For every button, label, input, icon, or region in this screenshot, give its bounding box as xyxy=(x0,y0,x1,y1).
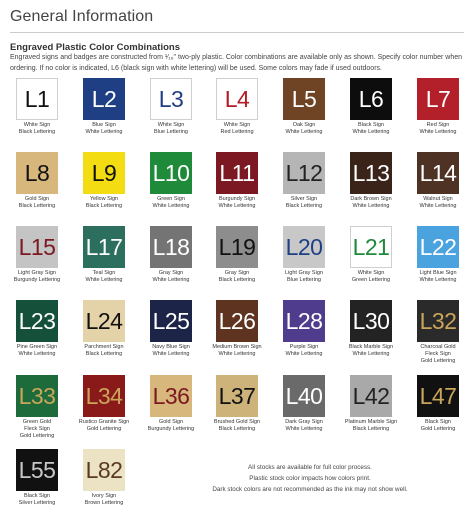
swatch-sample: L40 xyxy=(283,375,325,417)
caption-line: Black Lettering xyxy=(18,129,56,135)
color-swatch-l9 xyxy=(70,152,138,210)
color-swatch-l13 xyxy=(337,152,405,210)
caption-line: Fleck Sign xyxy=(425,351,451,357)
caption-line: Rustico Granite Sign xyxy=(78,419,130,425)
caption-line: White Sign xyxy=(223,122,251,128)
swatch-caption xyxy=(404,270,472,284)
caption-line: White Lettering xyxy=(285,426,323,432)
swatch-caption xyxy=(203,344,271,358)
color-swatch-l23 xyxy=(3,300,71,358)
swatch-caption xyxy=(270,122,338,136)
swatch-sample: L25 xyxy=(150,300,192,342)
color-swatch-l36 xyxy=(137,375,205,433)
color-swatch-l32 xyxy=(404,300,472,365)
caption-line: Red Lettering xyxy=(220,129,254,135)
swatch-sample: L37 xyxy=(216,375,258,417)
caption-line: Black Sign xyxy=(24,493,50,499)
swatch-caption xyxy=(404,122,472,136)
caption-line: Green Gold xyxy=(22,419,52,425)
caption-line: Black Lettering xyxy=(218,277,256,283)
caption-line: Charcoal Gold xyxy=(420,344,456,350)
swatch-caption xyxy=(70,344,138,358)
caption-line: White Lettering xyxy=(419,277,457,283)
caption-line: White Sign xyxy=(357,270,385,276)
swatch-sample: L13 xyxy=(350,152,392,194)
color-swatch-l42 xyxy=(337,375,405,433)
color-swatch-l2 xyxy=(70,78,138,136)
swatch-caption xyxy=(404,196,472,210)
caption-line: Navy Blue Sign xyxy=(152,344,190,350)
color-swatch-l55 xyxy=(3,449,71,507)
color-swatch-l8 xyxy=(3,152,71,210)
caption-line: Black Lettering xyxy=(18,203,56,209)
caption-line: White Lettering xyxy=(152,203,190,209)
swatch-sample: L1 xyxy=(16,78,58,120)
caption-line: Ivory Sign xyxy=(91,493,117,499)
caption-line: Burgundy Lettering xyxy=(13,277,61,283)
caption-line: Blue Lettering xyxy=(154,129,188,135)
swatch-sample: L36 xyxy=(150,375,192,417)
swatch-caption xyxy=(137,419,205,433)
caption-line: Silver Lettering xyxy=(18,500,56,506)
caption-line: Burgundy Lettering xyxy=(147,426,195,432)
caption-line: Walnut Sign xyxy=(423,196,453,202)
swatch-sample: L10 xyxy=(150,152,192,194)
swatch-caption xyxy=(337,419,405,433)
swatch-sample: L4 xyxy=(216,78,258,120)
caption-line: Gold Lettering xyxy=(420,426,456,432)
swatch-caption xyxy=(3,270,71,284)
swatch-caption xyxy=(337,344,405,358)
caption-line: White Lettering xyxy=(419,203,457,209)
caption-line: White Lettering xyxy=(18,351,56,357)
section-title: Engraved Plastic Color Combinations xyxy=(10,42,180,53)
swatch-caption xyxy=(203,196,271,210)
swatch-caption xyxy=(203,419,271,433)
caption-line: Black Marble Sign xyxy=(348,344,394,350)
swatch-sample: L2 xyxy=(83,78,125,120)
caption-line: Gold Lettering xyxy=(420,358,456,364)
color-swatch-l22 xyxy=(404,226,472,284)
caption-line: Gold Sign xyxy=(24,196,50,202)
page-title: General Information xyxy=(10,8,154,25)
color-swatch-l37 xyxy=(203,375,271,433)
caption-line: Dark Gray Sign xyxy=(285,419,323,425)
caption-line: White Lettering xyxy=(85,277,123,283)
caption-line: White Lettering xyxy=(419,129,457,135)
caption-line: White Sign xyxy=(157,122,185,128)
swatch-sample: L82 xyxy=(83,449,125,491)
swatch-caption xyxy=(3,419,71,440)
swatch-caption xyxy=(70,493,138,507)
swatch-sample: L15 xyxy=(16,226,58,268)
caption-line: White Lettering xyxy=(352,129,390,135)
color-swatch-l30 xyxy=(337,300,405,358)
note-line: All stocks are available for full color process. xyxy=(248,464,372,471)
caption-line: Red Sign xyxy=(426,122,450,128)
swatch-sample: L17 xyxy=(83,226,125,268)
caption-line: White Sign xyxy=(23,122,51,128)
notes xyxy=(175,462,445,495)
color-swatch-l1 xyxy=(3,78,71,136)
caption-line: Black Sign xyxy=(425,419,451,425)
swatch-caption xyxy=(137,270,205,284)
swatch-caption xyxy=(270,344,338,358)
swatch-sample: L8 xyxy=(16,152,58,194)
swatch-sample: L33 xyxy=(16,375,58,417)
swatch-caption xyxy=(203,270,271,284)
swatch-sample: L11 xyxy=(216,152,258,194)
swatch-caption xyxy=(3,122,71,136)
caption-line: Yellow Sign xyxy=(89,196,119,202)
swatch-caption xyxy=(337,122,405,136)
color-swatch-l7 xyxy=(404,78,472,136)
caption-line: Platinum Marble Sign xyxy=(344,419,398,425)
caption-line: Gold Sign xyxy=(158,419,184,425)
color-swatch-l14 xyxy=(404,152,472,210)
swatch-sample: L14 xyxy=(417,152,459,194)
swatch-sample: L19 xyxy=(216,226,258,268)
caption-line: Dark Brown Sign xyxy=(350,196,392,202)
swatch-sample: L18 xyxy=(150,226,192,268)
caption-line: White Lettering xyxy=(152,351,190,357)
swatch-caption xyxy=(3,196,71,210)
swatch-sample: L12 xyxy=(283,152,325,194)
swatch-caption xyxy=(270,270,338,284)
title-divider xyxy=(10,32,464,33)
caption-line: Black Lettering xyxy=(352,426,390,432)
swatch-caption xyxy=(3,344,71,358)
caption-line: White Lettering xyxy=(85,129,123,135)
swatch-sample: L47 xyxy=(417,375,459,417)
swatch-caption xyxy=(337,270,405,284)
caption-line: Medium Brown Sign xyxy=(212,344,262,350)
color-swatch-l4 xyxy=(203,78,271,136)
swatch-sample: L30 xyxy=(350,300,392,342)
caption-line: Black Lettering xyxy=(85,203,123,209)
color-swatch-l11 xyxy=(203,152,271,210)
caption-line: Pine Green Sign xyxy=(16,344,58,350)
caption-line: Blue Lettering xyxy=(287,277,321,283)
caption-line: White Lettering xyxy=(152,277,190,283)
swatch-caption xyxy=(270,196,338,210)
swatch-caption xyxy=(70,270,138,284)
color-swatch-l10 xyxy=(137,152,205,210)
color-swatch-l40 xyxy=(270,375,338,433)
color-swatch-l5 xyxy=(270,78,338,136)
color-swatch-l17 xyxy=(70,226,138,284)
caption-line: Oak Sign xyxy=(292,122,316,128)
swatch-caption xyxy=(137,344,205,358)
caption-line: Light Gray Sign xyxy=(18,270,56,276)
intro-paragraph: Engraved signs and badges are constructed from ¹⁄₁₆" two-ply plastic. Color combinations are available only as shown. Specify color number when ordering. If no color is indicated, L6 (black sign with white lettering) will be used. Some colors may fade if used outdoors. xyxy=(10,54,463,72)
color-swatch-l3 xyxy=(137,78,205,136)
caption-line: White Lettering xyxy=(285,351,323,357)
swatch-caption xyxy=(70,196,138,210)
caption-line: White Lettering xyxy=(285,129,323,135)
swatch-sample: L3 xyxy=(150,78,192,120)
note-line: Dark stock colors are not recommended as the ink may not show well. xyxy=(212,486,408,493)
caption-line: Burgundy Sign xyxy=(218,196,256,202)
swatch-caption xyxy=(70,419,138,433)
caption-line: White Lettering xyxy=(352,351,390,357)
caption-line: Gold Lettering xyxy=(86,426,122,432)
color-swatch-l15 xyxy=(3,226,71,284)
swatch-sample: L42 xyxy=(350,375,392,417)
caption-line: Teal Sign xyxy=(92,270,116,276)
swatch-sample: L32 xyxy=(417,300,459,342)
swatch-caption xyxy=(137,122,205,136)
caption-line: White Lettering xyxy=(218,351,256,357)
caption-line: Gray Sign xyxy=(158,270,184,276)
swatch-sample: L28 xyxy=(283,300,325,342)
caption-line: Black Lettering xyxy=(85,351,123,357)
caption-line: Silver Sign xyxy=(290,196,318,202)
color-swatch-l33 xyxy=(3,375,71,440)
swatch-sample: L9 xyxy=(83,152,125,194)
caption-line: Brown Lettering xyxy=(84,500,124,506)
swatch-caption xyxy=(203,122,271,136)
color-swatch-l21 xyxy=(337,226,405,284)
caption-line: Green Sign xyxy=(157,196,185,202)
swatch-caption xyxy=(404,344,472,365)
swatch-caption xyxy=(137,196,205,210)
swatch-sample: L55 xyxy=(16,449,58,491)
swatch-sample: L7 xyxy=(417,78,459,120)
caption-line: Black Sign xyxy=(358,122,384,128)
color-swatch-l25 xyxy=(137,300,205,358)
swatch-caption xyxy=(70,122,138,136)
swatch-sample: L6 xyxy=(350,78,392,120)
swatch-caption xyxy=(3,493,71,507)
caption-line: Light Gray Sign xyxy=(285,270,323,276)
color-swatch-l34 xyxy=(70,375,138,433)
color-swatch-l26 xyxy=(203,300,271,358)
color-swatch-l19 xyxy=(203,226,271,284)
swatch-sample: L21 xyxy=(350,226,392,268)
swatch-caption xyxy=(404,419,472,433)
color-swatch-l82 xyxy=(70,449,138,507)
caption-line: Purple Sign xyxy=(289,344,319,350)
swatch-caption xyxy=(337,196,405,210)
swatch-caption xyxy=(270,419,338,433)
color-swatch-l28 xyxy=(270,300,338,358)
swatch-sample: L24 xyxy=(83,300,125,342)
caption-line: Black Lettering xyxy=(285,203,323,209)
caption-line: Gold Lettering xyxy=(19,433,55,439)
swatch-sample: L5 xyxy=(283,78,325,120)
caption-line: Green Lettering xyxy=(351,277,391,283)
color-swatch-l18 xyxy=(137,226,205,284)
caption-line: Light Blue Sign xyxy=(419,270,457,276)
caption-line: Black Lettering xyxy=(218,426,256,432)
swatch-sample: L20 xyxy=(283,226,325,268)
color-swatch-l12 xyxy=(270,152,338,210)
note-line: Plastic stock color impacts how colors print. xyxy=(249,475,371,482)
color-swatch-l20 xyxy=(270,226,338,284)
swatch-sample: L34 xyxy=(83,375,125,417)
swatch-sample: L22 xyxy=(417,226,459,268)
caption-line: White Lettering xyxy=(218,203,256,209)
caption-line: Fleck Sign xyxy=(24,426,50,432)
swatch-sample: L23 xyxy=(16,300,58,342)
caption-line: Gray Sign xyxy=(224,270,250,276)
color-swatch-l47 xyxy=(404,375,472,433)
caption-line: Blue Sign xyxy=(92,122,116,128)
color-swatch-l24 xyxy=(70,300,138,358)
caption-line: White Lettering xyxy=(352,203,390,209)
color-swatch-l6 xyxy=(337,78,405,136)
caption-line: Parchment Sign xyxy=(84,344,124,350)
caption-line: Brushed Gold Sign xyxy=(213,419,261,425)
swatch-sample: L26 xyxy=(216,300,258,342)
